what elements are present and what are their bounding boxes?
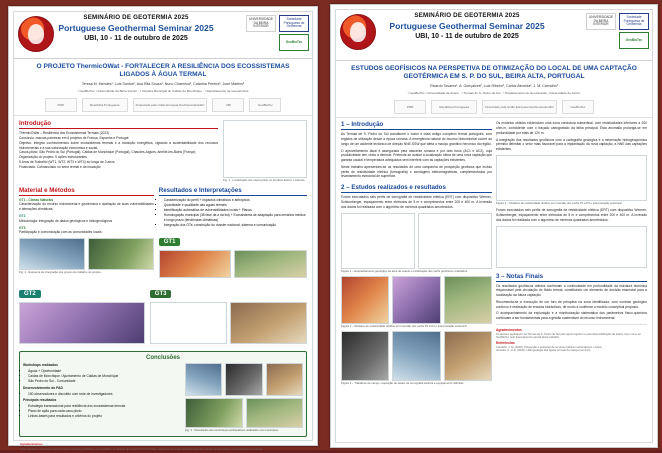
result-item: ▪ Integração dos GTs: construção do dossier nacional, sistema e comunicação bbox=[164, 223, 307, 228]
right-column-1 bbox=[341, 121, 492, 385]
sponsor-logo: GeoBioTec bbox=[562, 100, 594, 114]
conclusion-photo-3 bbox=[266, 363, 303, 396]
poster-right-affiliations: ¹ GeoBioTec / Universidade de Aveiro · ² Termas de S. Pedro do Sul · ³ Departamento de Geociências, Universidade de Aveiro bbox=[407, 91, 581, 96]
conclusions-panel bbox=[19, 351, 307, 436]
result-item: ▪ Quantidade e qualidade das águas termais bbox=[164, 203, 307, 208]
ubi-logo: UNIVERSIDADE DA BEIRA INTERIOR bbox=[246, 15, 276, 32]
gt1-figure-a bbox=[159, 250, 232, 278]
seminar-title-en: Portuguese Geothermal Seminar 2025 bbox=[58, 23, 214, 33]
resistivity-model-figure-c bbox=[444, 276, 492, 324]
thermal-flame-logo-icon bbox=[340, 14, 376, 50]
notes-p1: Os resultados geofísicos obtidos confirmam a continuidade em profundidade da estrutura tectónica responsável pela circulação do fluido termal, constituindo um elemento de decisão essencial para a localização da futura captação. bbox=[496, 283, 647, 298]
geobiotec-logo: GeoBioTec bbox=[619, 32, 649, 49]
gt1-figure-b bbox=[234, 250, 307, 278]
gt2-block bbox=[19, 282, 145, 344]
conclusion-group-title: Workshops realizados bbox=[23, 363, 58, 368]
sponsor-logo: República Portuguesa bbox=[431, 100, 477, 114]
studies-p2: Os modelos obtidos evidenciam uma zona condutora subvertical, com resistividades inferiores a 200 ohm.m, coincidente com o traçado cartografado da falha principal. Esta anomalia prolonga-se em profundidade por mais de 120 m. bbox=[496, 121, 647, 135]
sponsor-logo: República Portuguesa bbox=[82, 98, 128, 112]
ubi-logo: UNIVERSIDADE DA BEIRA INTERIOR bbox=[586, 13, 616, 30]
seminar-title-pt: SEMINÁRIO DE GEOTERMIA 2025 bbox=[414, 12, 520, 19]
conclusion-item: ▪ Linhas-bases para resultados e critérios do projeto bbox=[28, 414, 182, 419]
conclusion-item: ▪ Águas + Oportunidade bbox=[28, 369, 182, 374]
method-tag-2: GT2 bbox=[19, 213, 26, 218]
poster-left-inner bbox=[13, 11, 313, 451]
poster-right-inner bbox=[335, 9, 653, 443]
fig2-caption: Fig. 2 - Esquema de integração dos grupos de trabalho do projeto. bbox=[19, 270, 102, 275]
thermal-flame-logo-icon bbox=[18, 16, 54, 52]
final-notes-heading: 3 – Notas Finais bbox=[496, 273, 647, 282]
conclusions-heading: Conclusões bbox=[145, 355, 180, 362]
right-body bbox=[336, 118, 652, 388]
gt2-figure bbox=[19, 302, 145, 344]
poster-left-sponsors bbox=[14, 96, 312, 116]
intro-p3: Objetivo: integrar conhecimentos sobre ecossistemas termais e a transição energética, vigiando a sustentabilidade dos recursos hidrominerais e a sua valorização económica e social. bbox=[19, 140, 218, 150]
intro-p5: Organização do projeto: 5 ações estruturantes bbox=[19, 155, 87, 160]
conclusion-item: ▪ Caldas de Monchique / Ajuntamento de Caldas de Monchique bbox=[28, 374, 182, 379]
intro-p2: Consórcio: marcas parceiras em 6 projetos de França, Espanha e Portugal bbox=[19, 136, 129, 141]
conclusion-group-list bbox=[28, 404, 182, 419]
method-desc-1: Caracterização do recurso hidromineral e geotérmica e avaliação de suas vulnerabilidades e alterações climáticas. bbox=[19, 202, 154, 212]
header-logos bbox=[246, 15, 309, 51]
studies-p3: A integração dos resultados geofísicos com a cartografia geológica e a informação hidrogeoquímica permitiu delimitar o setor mais favorável para a implantação da nova captação, a NNE das captações existentes. bbox=[496, 137, 647, 152]
seminar-date: UBI, 10 - 11 de outubro de 2025 bbox=[415, 33, 519, 40]
geobiotec-logo: GeoBioTec bbox=[279, 34, 309, 51]
intro-p2: O aproveitamento atual é assegurado pela nascente romana e por dois furos (AC1 e AC2), cuja produtividade tem vindo a diminuir. Pretende-se avaliar a localização ótima de uma nova captação que garanta caudal e temperatura adequados sem interferir com as captações existentes. bbox=[341, 148, 492, 163]
results-heading: Resultados e Interpretações bbox=[159, 187, 307, 196]
header-text-block bbox=[378, 12, 556, 40]
left-ack-text: Este trabalho é financiado pelo Programa Interreg SUDOE e pelo FEDER, no âmbito do projeto ThermicOWat. Agradece-se à Câmara Municipal de Caldas de Monchique e às entidades parceiras. bbox=[20, 446, 263, 451]
sociedade-portuguesa-geotermia-logo: Sociedade Portuguesa de Geotermia bbox=[279, 15, 309, 32]
method-photo-2 bbox=[88, 238, 154, 270]
resistivity-model-figure-a bbox=[341, 276, 389, 324]
profile-section-caption: Figura 2 – Modelos de resistividade obtidos por inversão dos perfis P1 a P4 e interpretação estrutural. bbox=[496, 200, 623, 205]
intro-row bbox=[14, 116, 312, 186]
fig3-caption: Fig. 3 - Resultados dos workshops participativos realizados nos municípios. bbox=[185, 428, 279, 433]
sponsor-logo: Financiado pela União Europeia NextGenerationEU bbox=[133, 98, 208, 112]
poster-left-affiliations: ¹ GeoBioTec, Universidade da Beira Interior · ² Câmara Municipal de Caldas de Monchique · ³ Departamento de Geociências bbox=[77, 89, 249, 94]
geology-map-figure bbox=[341, 213, 415, 269]
conclusion-photo-5 bbox=[246, 398, 304, 428]
reference-item: Carvalho, J. M. (2018). Prospeção e pesquisa de recursos hídricos subterrâneos. Lisboa. bbox=[496, 345, 603, 349]
seminar-title-en: Portuguese Geothermal Seminar 2025 bbox=[389, 21, 545, 31]
sponsor-logo: UBI bbox=[212, 98, 244, 112]
intro-p4: Casos-piloto: São Pedro do Sul (Portugal), Caldas de Monchique (Portugal), Chaudes-Aigues, Amélie-les-Bains (França) bbox=[19, 150, 196, 155]
poster-right bbox=[330, 4, 658, 448]
references-heading: Referências bbox=[496, 340, 515, 345]
poster-left bbox=[8, 6, 318, 451]
studies-heading: 2 – Estudos realizados e resultados bbox=[341, 184, 492, 193]
profile-section-figure bbox=[496, 155, 647, 201]
sponsor-logo: PRR bbox=[45, 98, 77, 112]
right-ack-heading: Agradecimentos bbox=[496, 327, 522, 332]
right-column-2 bbox=[496, 121, 647, 385]
conclusion-item: ▪ Estratégia transnacional para resiliência dos ecossistemas termais bbox=[28, 404, 182, 409]
seminar-date: UBI, 10 - 11 de outubro de 2025 bbox=[84, 35, 188, 42]
intro-figure-column bbox=[223, 120, 307, 182]
conclusion-photo-4 bbox=[185, 398, 243, 428]
result-item: ▪ Identificação automática de vulnerabilidades locais + Planos bbox=[164, 208, 307, 213]
logo-stack bbox=[619, 13, 649, 49]
intro-heading: Introdução bbox=[19, 120, 218, 129]
gt1-block bbox=[159, 230, 307, 278]
conclusion-group-title: Desenvolvimento do PAD bbox=[23, 385, 63, 390]
seminar-title-pt: SEMINÁRIO DE GEOTERMIA 2025 bbox=[83, 14, 189, 21]
conclusion-photo-2 bbox=[225, 363, 262, 396]
fieldwork-photo-c bbox=[444, 331, 492, 381]
methods-results-row bbox=[14, 187, 312, 283]
conclusion-group-list bbox=[28, 369, 182, 384]
sponsor-logo: PRR bbox=[394, 100, 426, 114]
conclusion-item: ▪ 150 observadores e discutido com rede de investigadores bbox=[28, 392, 182, 397]
gt3-badge: GT3 bbox=[150, 290, 172, 298]
poster-right-authors: Ricardo Tavares¹, A. Gonçalves², Luís Ribeiro¹, Carlos Almeida², J. M. Carvalho³ bbox=[430, 84, 558, 89]
method-tag-1: GT1 - Climas Naturais bbox=[19, 197, 54, 202]
conclusion-group-title: Principais resultados bbox=[23, 398, 57, 403]
method-desc-3: Participação e comunicação com as comunidades locais bbox=[19, 230, 102, 235]
poster-right-header bbox=[336, 10, 652, 61]
resistivity-model-figure-b bbox=[392, 276, 440, 324]
intro-p6: 5 Anos de Trabalho (WT1, WT2, WT3 e WT4) ao longo de 3 anos bbox=[19, 159, 115, 164]
intro-p1: As Termas de S. Pedro do Sul constituem o maior e mais antigo complexo termal português, com registos de utilização desde a época romana. A emergência natural do recurso hidromineral ocorre ao longo de um acidente tectónico de direção NNE-SSW que afeta o maciço granítico hercínico da região. bbox=[341, 132, 492, 146]
intro-p7: Financiado: Cofinanciado no setor termal e da inovação bbox=[19, 164, 101, 169]
gt1-badge: GT1 bbox=[159, 238, 181, 246]
fig1-caption: Fig. 1 - Localização dos casos-piloto no território ibérico e francês. bbox=[223, 178, 306, 183]
fieldwork-photo-a bbox=[341, 331, 389, 381]
results-column bbox=[159, 187, 307, 279]
poster-right-title: ESTUDOS GEOFÍSICOS NA PERSPETIVA DE OTIMIZAÇÃO DO LOCAL DE UMA CAPTAÇÃO GEOTÉRMICA EM S. P. DO SUL, BEIRA ALTA, PORTUGAL bbox=[351, 65, 637, 81]
results-list bbox=[164, 198, 307, 228]
satellite-map-figure bbox=[418, 213, 492, 269]
divider bbox=[496, 324, 647, 325]
conclusion-photo-1 bbox=[185, 363, 222, 396]
method-tag-3: GT3 bbox=[19, 225, 26, 230]
intro-p1: ThermicOWat – Resiliência dos Ecossistemas Termais (2023) bbox=[19, 131, 110, 136]
poster-left-authors: Teresa M. Mendes¹, Luís Santos², Ana Rita Sousa¹, Nuno Charneca², Catarina Pereira¹, José Martins³ bbox=[81, 82, 245, 87]
studies-p1-repeat: Foram executados seis perfis de tomografia de resistividade elétrica (ERT) com dispositivo Wenner-Schlumberger, espaçamento entre elétrodos de 5 m e comprimentos entre 200 e 400 m. A inversão dos dados foi realizada com o algoritmo de mínimos quadrados amortecidos. bbox=[496, 208, 647, 222]
ack-heading: Agradecimentos bbox=[20, 441, 43, 446]
methods-column bbox=[19, 187, 154, 279]
method-desc-2: Metodologia: integração de dados geológicos e hidrogeológicos bbox=[19, 218, 113, 223]
conclusion-item: ▪ Plano de ação para cada caso-piloto bbox=[28, 409, 182, 414]
notes-p3: O acompanhamento da exploração e a monitorização sistemática dos parâmetros físico-químicos continuam a ser fundamentais para a gestão sustentável do recurso hidromineral. bbox=[496, 311, 647, 321]
method-photo-1 bbox=[19, 238, 85, 270]
header-logos bbox=[586, 13, 649, 49]
figure2-caption: Figura 2 – Modelos de resistividade obtidos por inversão dos perfis P1 a P4 e interpretação estrutural. bbox=[341, 323, 468, 328]
sponsor-logo: Financiado pela União Europeia NextGenerationEU bbox=[482, 100, 557, 114]
gt3-block bbox=[150, 282, 307, 344]
studies-p1: Foram executados seis perfis de tomografia de resistividade elétrica (ERT) com dispositivo Wenner-Schlumberger, espaçamento entre elétrodos de 5 m e comprimentos entre 200 e 400 m. A inversão dos dados foi realizada com o algoritmo de mínimos quadrados amortecidos. bbox=[341, 195, 492, 209]
conclusion-group-list bbox=[28, 392, 182, 397]
gt2-gt3-row bbox=[14, 282, 312, 348]
sociedade-portuguesa-geotermia-logo: Sociedade Portuguesa de Geotermia bbox=[619, 13, 649, 30]
gt3-network-figure bbox=[150, 302, 227, 344]
notes-p2: Recomenda-se a execução de um furo de pesquisa na zona identificada, com controlo geológico contínuo e realização de ensaios hidráulicos, de modo a confirmar o modelo conceptual proposto. bbox=[496, 299, 647, 309]
poster-left-header bbox=[14, 12, 312, 59]
conclusion-item: ▪ São Pedro do Sul - Comunidade bbox=[28, 379, 182, 384]
poster-right-sponsors bbox=[336, 98, 652, 118]
gt3-photo bbox=[230, 302, 307, 344]
map-iberia-figure bbox=[223, 120, 307, 178]
result-item: ▪ Caracterização do perfil + impactos climáticos e antrópicos bbox=[164, 198, 307, 203]
intro-heading: 1 – Introdução bbox=[341, 121, 492, 130]
poster-left-title: O PROJETO ThermicOWat - FORTALECER A RESILIÊNCIA DOS ECOSSISTEMAS LIGADOS À ÁGUA TERMAL bbox=[36, 63, 290, 79]
gt2-badge: GT2 bbox=[19, 290, 41, 298]
interpretation-map-figure bbox=[496, 226, 647, 268]
sponsor-logo: GeoBioTec bbox=[249, 98, 281, 112]
figure1-caption: Figura 1 – Enquadramento geológico da área de estudo e localização dos perfis geofísicos realizados. bbox=[341, 268, 468, 273]
reference-item: Almeida, C. et al. (2020). Hidrogeologia das águas termais do maciço hercínico. bbox=[496, 348, 592, 352]
figure3-caption: Figura 3 – Trabalhos de campo: aquisição de dados de tomografia elétrica e equipamento utilizado. bbox=[341, 381, 465, 386]
header-text-block bbox=[56, 14, 216, 42]
logo-stack bbox=[279, 15, 309, 51]
methods-heading: Material e Métodos bbox=[19, 187, 154, 196]
right-ack-text: Os autores agradecem às Termas de S. Pedro do Sul pelo apoio logístico e pela disponibilização de dados, bem como ao GeoBioTec pelo financiamento parcial deste trabalho. bbox=[496, 332, 641, 339]
intro-column bbox=[19, 120, 218, 182]
result-item: ▪ Homologação municipal (38 fase da a da list) + Ecossistema de adaptação para cenários médios e longo prazo (tendências climáticas) bbox=[164, 213, 307, 222]
intro-p3: Neste trabalho apresentam-se os resultados de uma campanha de prospeção geofísica que incluiu perfis de resistividade elétrica (tomografia) e sondagens eletromagnéticas, complementados por levantamento estrutural de superfície. bbox=[341, 164, 492, 179]
fieldwork-photo-b bbox=[392, 331, 440, 381]
